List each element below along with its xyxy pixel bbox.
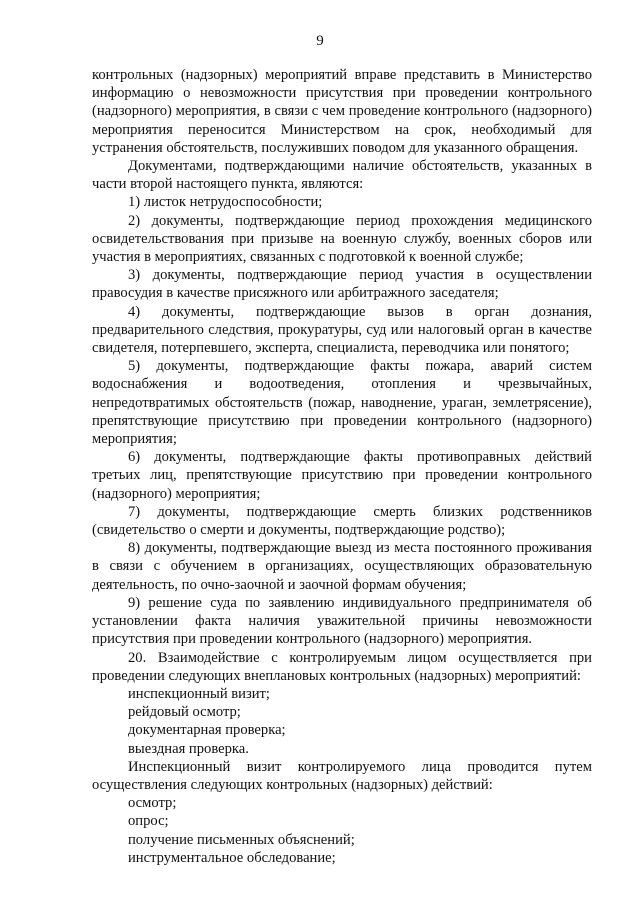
list-item: 9) решение суда по заявлению индивидуального предпринимателя об установлении факта наличия уважительной причины невозможности присутствия при проведении контрольного (надзорного) мероприятия. [92, 594, 592, 648]
page-number: 9 [316, 33, 324, 49]
paragraph: Документами, подтверждающими наличие обстоятельств, указанных в части второй настоящего пункта, являются: [92, 158, 592, 193]
list-item: 4) документы, подтверждающие вызов в орган дознания, предварительного следствия, прокуратуры, суд или налоговый орган в качестве свидетеля, потерпевшего, эксперта, специалиста, переводчика или понятого; [92, 303, 592, 357]
paragraph: 20. Взаимодействие с контролируемым лицом осуществляется при проведении следующих внеплановых контрольных (надзорных) мероприятий: [92, 649, 592, 684]
list-item: 2) документы, подтверждающие период прохождения медицинского освидетельствования при призыве на военную службу, военных сборов или участия в мероприятиях, связанных с подготовкой к военной службе; [92, 212, 592, 266]
list-item: 5) документы, подтверждающие факты пожара, аварий систем водоснабжения и водоотведения, отопления и чрезвычайных, непредотвратимых обстоятельств (пожар, наводнение, ураган, землетрясение), препятствующие присутствию при проведении контрольного (надзорного) мероприятия; [92, 358, 592, 448]
list-item: 8) документы, подтверждающие выезд из места постоянного проживания в связи с обучением в организациях, осуществляющих образовательную деятельность, по очно-заочной и заочной формам обучения; [92, 540, 592, 593]
list-item: 1) листок нетрудоспособности; [128, 194, 323, 211]
list-item: опрос; [128, 813, 169, 830]
paragraph: контрольных (надзорных) мероприятий вправе представить в Министерство информацию о невозможности присутствия при проведении контрольного (надзорного) мероприятия, в связи с чем проведение контрольного (надзорного) мероприятия переносится Министерством на срок, необходимый для устранения обстоятельств, послуживших поводом для указанного обращения. [92, 67, 592, 156]
paragraph: Инспекционный визит контролируемого лица проводится путем осуществления следующих контрольных (надзорных) действий: [92, 758, 592, 793]
list-item: документарная проверка; [128, 722, 286, 739]
list-item: рейдовый осмотр; [128, 704, 241, 721]
document-body [92, 66, 592, 867]
list-item: инструментальное обследование; [128, 849, 336, 866]
list-item: выездная проверка. [128, 740, 249, 757]
list-item: 6) документы, подтверждающие факты противоправных действий третьих лиц, препятствующие присутствию при проведении контрольного (надзорного) мероприятия; [92, 449, 592, 502]
list-item: инспекционный визит; [128, 685, 270, 702]
list-item: получение письменных объяснений; [128, 831, 355, 848]
list-item: 7) документы, подтверждающие смерть близких родственников (свидетельство о смерти и документы, подтверждающие родство); [92, 503, 592, 539]
list-item: 3) документы, подтверждающие период участия в осуществлении правосудия в качестве присяжного или арбитражного заседателя; [92, 267, 592, 302]
list-item: осмотр; [128, 795, 177, 812]
